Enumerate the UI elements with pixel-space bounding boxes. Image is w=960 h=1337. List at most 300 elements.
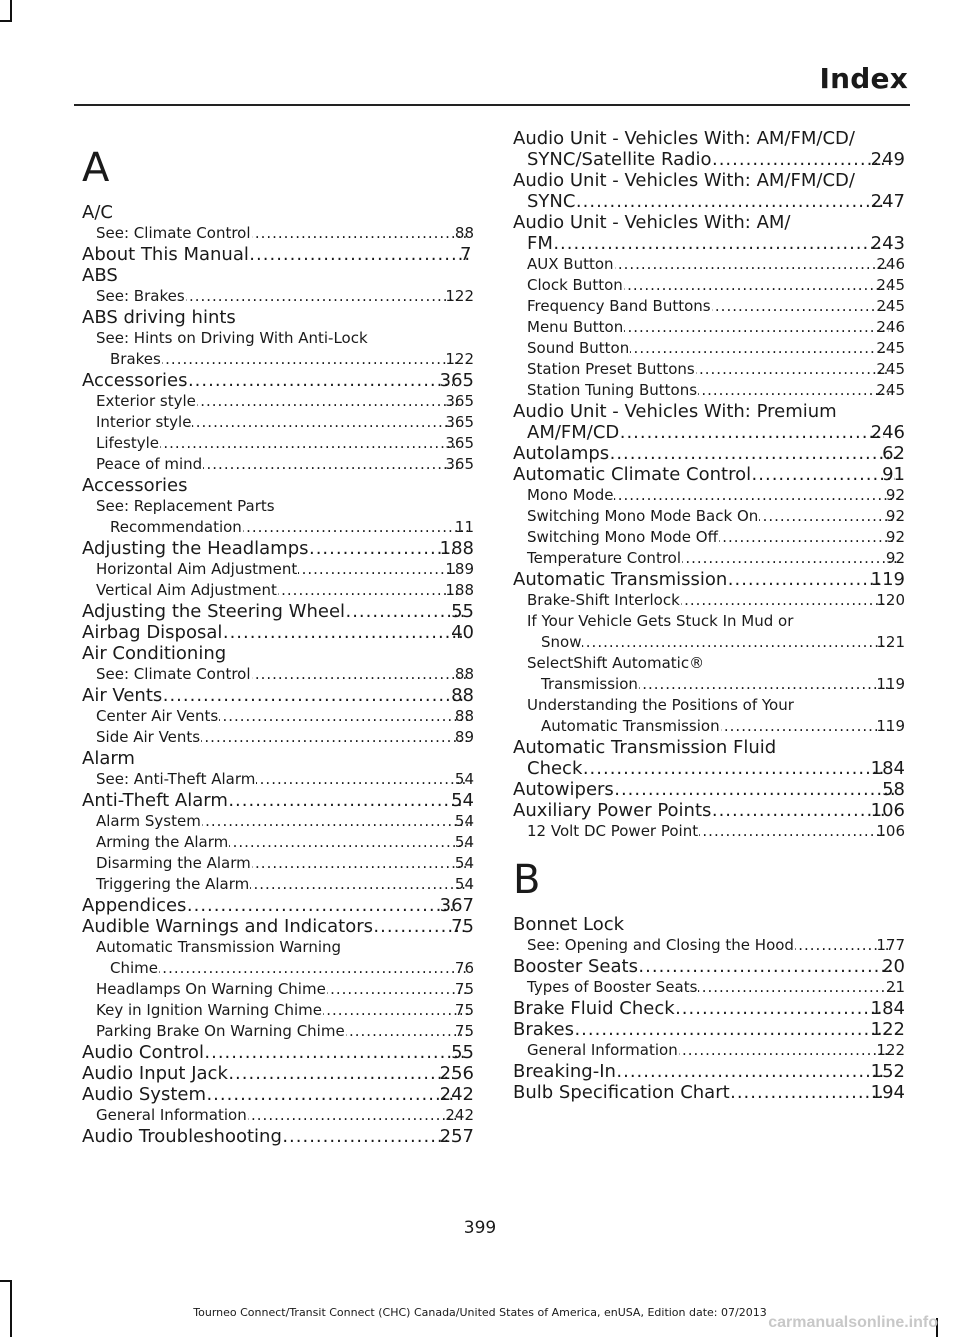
dot-leader [615,254,890,275]
entry-text-continued: Transmission [541,675,638,693]
page-reference: 54 [454,833,474,851]
entry-text: Peace of mind [96,455,203,473]
crop-mark [0,20,12,22]
entry-text: Center Air Vents [96,707,219,725]
dot-leader [554,233,884,254]
dot-leader [250,244,473,265]
index-subentry[interactable] [82,580,474,601]
index-entry[interactable] [82,916,474,937]
dot-leader [721,716,890,737]
entry-text: Audio Unit - Vehicles With: AM/FM/CD/ [513,128,855,149]
index-subentry[interactable] [82,433,474,454]
page-reference: 75 [454,980,474,998]
entry-text: AUX Button [527,255,614,273]
entry-text: Lifestyle [96,434,160,452]
index-entry[interactable] [513,737,905,779]
dot-leader [713,149,884,170]
entry-text-continued: SYNC [527,191,576,212]
entry-text: Interior style [96,413,192,431]
page-reference: 119 [876,717,905,735]
page-reference: 121 [876,633,905,651]
entry-text: Brakes [513,1019,575,1040]
dot-leader [630,338,889,359]
page-reference: 20 [882,956,905,977]
page-reference: 54 [454,854,474,872]
index-subentry[interactable] [82,664,474,685]
entry-text: Breaking-In [513,1061,616,1082]
index-entry[interactable] [513,128,905,170]
page-number: 399 [463,1218,497,1238]
section-letter: B [513,857,541,903]
dot-leader [639,956,895,977]
dot-leader [696,359,890,380]
entry-text: Parking Brake On Warning Chime [96,1022,345,1040]
index-entry[interactable] [82,1084,474,1105]
entry-text: Exterior style [96,392,196,410]
page-reference: 365 [439,370,474,391]
dot-leader [256,769,468,790]
entry-text: Audio Unit - Vehicles With: AM/FM/CD/ [513,170,855,191]
entry-text-continued: Brakes [110,350,161,368]
index-subentry[interactable] [82,811,474,832]
page-reference: 245 [876,360,905,378]
entry-text: Station Tuning Buttons [527,381,698,399]
page-reference: 54 [454,770,474,788]
entry-text: Adjusting the Steering Wheel [82,601,346,622]
dot-leader [327,979,468,1000]
page-reference: 188 [445,581,474,599]
index-subentry[interactable] [513,548,905,569]
index-subentry[interactable] [82,1105,474,1126]
index-entry[interactable] [513,569,905,590]
index-subentry[interactable] [82,937,474,979]
dot-leader [346,1021,468,1042]
index-subentry[interactable] [513,296,905,317]
index-entry[interactable] [82,895,474,916]
section-letter: A [82,145,110,191]
dot-leader [712,800,883,821]
index-entry[interactable] [513,170,905,212]
index-subentry[interactable] [513,506,905,527]
entry-text: Temperature Control [527,549,682,567]
index-entry[interactable] [513,1082,905,1103]
dot-leader [252,664,468,685]
page-reference: 245 [876,339,905,357]
page-reference: 92 [885,486,905,504]
index-entry[interactable] [82,748,474,769]
index-entry[interactable] [82,265,474,286]
index-subentry[interactable] [513,485,905,506]
entry-text: Side Air Vents [96,728,201,746]
index-entry[interactable] [82,601,474,622]
index-subentry[interactable] [513,1040,905,1061]
index-entry[interactable] [513,779,905,800]
entry-text: General Information [96,1106,247,1124]
index-subentry[interactable] [82,769,474,790]
entry-text: Accessories [82,370,188,391]
entry-text: See: Anti-Theft Alarm [96,770,256,788]
index-entry[interactable] [513,956,905,977]
entry-text: Appendices [82,895,187,916]
entry-text: Auxiliary Power Points [513,800,712,821]
entry-text-continued: Recommendation [110,518,242,536]
dot-leader [624,275,890,296]
page-reference: 246 [876,318,905,336]
entry-text: See: Hints on Driving With Anti-Lock [96,329,368,347]
page-reference: 92 [885,507,905,525]
page-reference: 365 [445,455,474,473]
entry-text: Switching Mono Mode Off [527,528,718,546]
dot-leader [187,895,452,916]
entry-text: Frequency Band Buttons [527,297,711,315]
page-reference: 246 [876,255,905,273]
dot-leader [229,790,464,811]
page-reference: 243 [870,233,905,254]
entry-text: Accessories [82,475,188,496]
page-reference: 92 [885,549,905,567]
page-reference: 120 [876,591,905,609]
index-entry[interactable] [82,622,474,643]
dot-leader [189,370,453,391]
dot-leader [719,527,899,548]
index-entry[interactable] [82,1063,474,1084]
dot-leader [615,779,895,800]
entry-text: Mono Mode [527,486,614,504]
dot-leader [252,853,468,874]
page-reference: 88 [454,224,474,242]
dot-leader [681,590,890,611]
page-reference: 91 [882,464,905,485]
index-entry[interactable] [82,643,474,664]
page-reference: 55 [451,601,474,622]
dot-leader [699,821,889,842]
dot-leader [229,832,468,853]
index-subentry[interactable] [513,317,905,338]
entry-text: Booster Seats [513,956,638,977]
page-reference: 54 [451,790,474,811]
dot-leader [203,454,458,475]
page-reference: 119 [876,675,905,693]
dot-leader [620,422,883,443]
dot-leader [205,1042,464,1063]
index-subentry[interactable] [513,527,905,548]
index-subentry[interactable] [513,611,905,653]
index-entry[interactable] [82,538,474,559]
dot-leader [698,977,899,998]
page-reference: 40 [451,622,474,643]
page-reference: 365 [445,413,474,431]
index-subentry[interactable] [82,223,474,244]
index-subentry[interactable] [82,979,474,1000]
dot-leader [160,433,458,454]
dot-leader [712,296,890,317]
dot-leader [617,1061,884,1082]
page-reference: 88 [454,707,474,725]
index-subentry[interactable] [513,695,905,737]
page-reference: 122 [876,1041,905,1059]
dot-leader [576,191,883,212]
index-subentry[interactable] [82,853,474,874]
page-reference: 76 [454,959,474,977]
page-reference: 88 [451,685,474,706]
entry-text: Audio Input Jack [82,1063,228,1084]
dot-leader [278,580,459,601]
dot-leader [248,1105,459,1126]
entry-text: Brake-Shift Interlock [527,591,680,609]
index-column-right [513,128,905,1103]
index-subentry[interactable] [82,328,474,370]
page-reference: 21 [885,978,905,996]
dot-leader [159,958,468,979]
entry-text: Bonnet Lock [513,914,625,935]
page-reference: 242 [439,1084,474,1105]
entry-text: See: Opening and Closing the Hood [527,936,794,954]
entry-text-continued: SYNC/Satellite Radio [527,149,712,170]
entry-text-continued: AM/FM/CD [527,422,620,443]
dot-leader [731,1082,884,1103]
page-reference: 54 [454,875,474,893]
dot-leader [682,548,899,569]
page-reference: 177 [876,936,905,954]
entry-text: Airbag Disposal [82,622,223,643]
entry-text: Station Preset Buttons [527,360,695,378]
page-reference: 249 [870,149,905,170]
entry-text: Autolamps [513,443,610,464]
index-subentry[interactable] [513,935,905,956]
dot-leader [583,758,883,779]
index-subentry[interactable] [82,391,474,412]
dot-leader [283,1126,453,1147]
dot-leader [163,685,464,706]
dot-leader [192,412,458,433]
index-subentry[interactable] [82,412,474,433]
index-entry[interactable] [513,401,905,443]
index-subentry[interactable] [82,874,474,895]
entry-text: Air Vents [82,685,163,706]
page-reference: 245 [876,297,905,315]
entry-text: Audio Unit - Vehicles With: Premium [513,401,837,422]
index-subentry[interactable] [513,380,905,401]
footer-text: Tourneo Connect/Transit Connect (CHC) Canada/United States of America, enUSA, Edition date: 07/2013 [193,1306,767,1319]
entry-text: If Your Vehicle Gets Stuck In Mud or [527,612,794,630]
index-subentry[interactable] [82,727,474,748]
index-subentry[interactable] [82,706,474,727]
entry-text: Sound Button [527,339,630,357]
entry-text: See: Brakes [96,287,185,305]
dot-leader [614,485,898,506]
entry-text-continued: Chime [110,959,158,977]
dot-leader [162,349,459,370]
entry-text: Audio System [82,1084,207,1105]
page-reference: 245 [876,276,905,294]
page-reference: 89 [454,728,474,746]
dot-leader [610,443,895,464]
page-reference: 106 [876,822,905,840]
page-reference: 367 [439,895,474,916]
index-entry[interactable] [82,475,474,496]
entry-text: Automatic Transmission Fluid [513,737,777,758]
index-entry[interactable] [82,1126,474,1147]
entry-text: Audio Unit - Vehicles With: AM/ [513,212,791,233]
index-subentry[interactable] [82,454,474,475]
entry-text: See: Climate Control [96,665,251,683]
index-entry[interactable] [82,685,474,706]
index-subentry[interactable] [513,254,905,275]
index-entry[interactable] [513,914,905,935]
page-reference: 75 [454,1001,474,1019]
entry-text: Automatic Climate Control [513,464,752,485]
entry-text: Air Conditioning [82,643,227,664]
dot-leader [229,1063,453,1084]
dot-leader [795,935,889,956]
index-subentry[interactable] [513,359,905,380]
entry-text: A/C [82,202,113,223]
entry-text: Horizontal Aim Adjustment [96,560,298,578]
index-subentry[interactable] [513,275,905,296]
dot-leader [759,506,899,527]
index-entry[interactable] [513,998,905,1019]
index-entry[interactable] [513,212,905,254]
crop-mark [10,0,12,22]
dot-leader [197,391,458,412]
entry-text: Vertical Aim Adjustment [96,581,277,599]
page-reference: 189 [445,560,474,578]
index-subentry[interactable] [513,977,905,998]
entry-text: 12 Volt DC Power Point [527,822,699,840]
index-subentry[interactable] [82,832,474,853]
entry-text: Adjusting the Headlamps [82,538,309,559]
index-entry[interactable]: About This Manual ..... 7 [82,244,474,265]
index-subentry[interactable] [513,653,905,695]
entry-text: About This Manual [82,244,249,265]
index-entry[interactable] [513,464,905,485]
dot-leader [728,569,883,590]
index-entry[interactable] [513,800,905,821]
index-subentry[interactable] [82,1000,474,1021]
dot-leader [207,1084,453,1105]
entry-text: Menu Button [527,318,624,336]
entry-text: General Information [527,1041,678,1059]
index-entry[interactable] [513,1019,905,1040]
page-reference: 257 [439,1126,474,1147]
entry-text: Automatic Transmission Warning [96,938,342,956]
entry-text: Key in Ignition Warning Chime [96,1001,322,1019]
crop-mark [0,1280,12,1282]
header-rule [74,104,910,106]
index-subentry[interactable] [82,559,474,580]
dot-leader [676,998,884,1019]
entry-text-continued: Automatic Transmission [541,717,720,735]
entry-text: See: Replacement Parts [96,497,275,515]
page-reference: 92 [885,528,905,546]
page-reference: 106 [870,800,905,821]
entry-text: Brake Fluid Check [513,998,675,1019]
page-reference: 122 [445,350,474,368]
page-reference: 184 [870,998,905,1019]
index-subentry[interactable] [513,338,905,359]
page-reference: 194 [870,1082,905,1103]
page-reference: 62 [882,443,905,464]
dot-leader [250,874,468,895]
entry-text: Bulb Specification Chart [513,1082,730,1103]
dot-leader [624,317,889,338]
dot-leader [752,464,895,485]
dot-leader [323,1000,468,1021]
dot-leader [219,706,468,727]
page-reference: 246 [870,422,905,443]
dot-leader [575,1019,884,1040]
dot-leader [346,601,464,622]
page-reference: 242 [445,1106,474,1124]
entry-text: Types of Booster Seats [527,978,698,996]
entry-text: Anti-Theft Alarm [82,790,228,811]
dot-leader [223,622,464,643]
entry-text-continued: Check [527,758,583,779]
index-entry[interactable] [513,1061,905,1082]
page-reference: 152 [870,1061,905,1082]
index-entry[interactable] [82,790,474,811]
dot-leader [582,632,889,653]
page-reference: 75 [454,1022,474,1040]
page-title: Index [819,62,908,95]
page-reference: 58 [882,779,905,800]
index-subentry[interactable] [82,496,474,538]
index-subentry[interactable] [513,821,905,842]
page-reference: 75 [451,916,474,937]
page-reference: 365 [445,434,474,452]
entry-text: Autowipers [513,779,614,800]
page-reference: 88 [454,665,474,683]
page-reference: 122 [445,287,474,305]
dot-leader [310,538,453,559]
dot-leader [201,727,468,748]
index-subentry[interactable] [82,1021,474,1042]
entry-text-continued: FM [527,233,553,254]
index-subentry[interactable] [82,286,474,307]
index-entry[interactable] [513,443,905,464]
entry-text: Audible Warnings and Indicators [82,916,373,937]
entry-text: Disarming the Alarm [96,854,251,872]
page-reference: 247 [870,191,905,212]
entry-text: Arming the Alarm [96,833,229,851]
page-reference: 256 [439,1063,474,1084]
dot-leader [698,380,889,401]
dot-leader [252,223,468,244]
dot-leader [639,674,889,695]
dot-leader [679,1040,890,1061]
entry-text: ABS [82,265,118,286]
page-reference: 245 [876,381,905,399]
index-entry[interactable] [82,307,474,328]
entry-text-continued: Snow [541,633,582,651]
dot-leader [243,517,468,538]
entry-text: Headlamps On Warning Chime [96,980,326,998]
entry-text: SelectShift Automatic® [527,654,705,672]
entry-text: Triggering the Alarm [96,875,250,893]
entry-text: Clock Button [527,276,623,294]
index-subentry[interactable] [513,590,905,611]
entry-text: Switching Mono Mode Back On [527,507,759,525]
page-reference: 184 [870,758,905,779]
index-column-left [82,128,474,1147]
index-entry[interactable] [82,1042,474,1063]
index-entry[interactable] [82,370,474,391]
entry-text: Understanding the Positions of Your [527,696,794,714]
page-reference: 55 [451,1042,474,1063]
page-reference: 119 [870,569,905,590]
index-entry[interactable] [82,202,474,223]
page-reference: 11 [454,518,474,536]
